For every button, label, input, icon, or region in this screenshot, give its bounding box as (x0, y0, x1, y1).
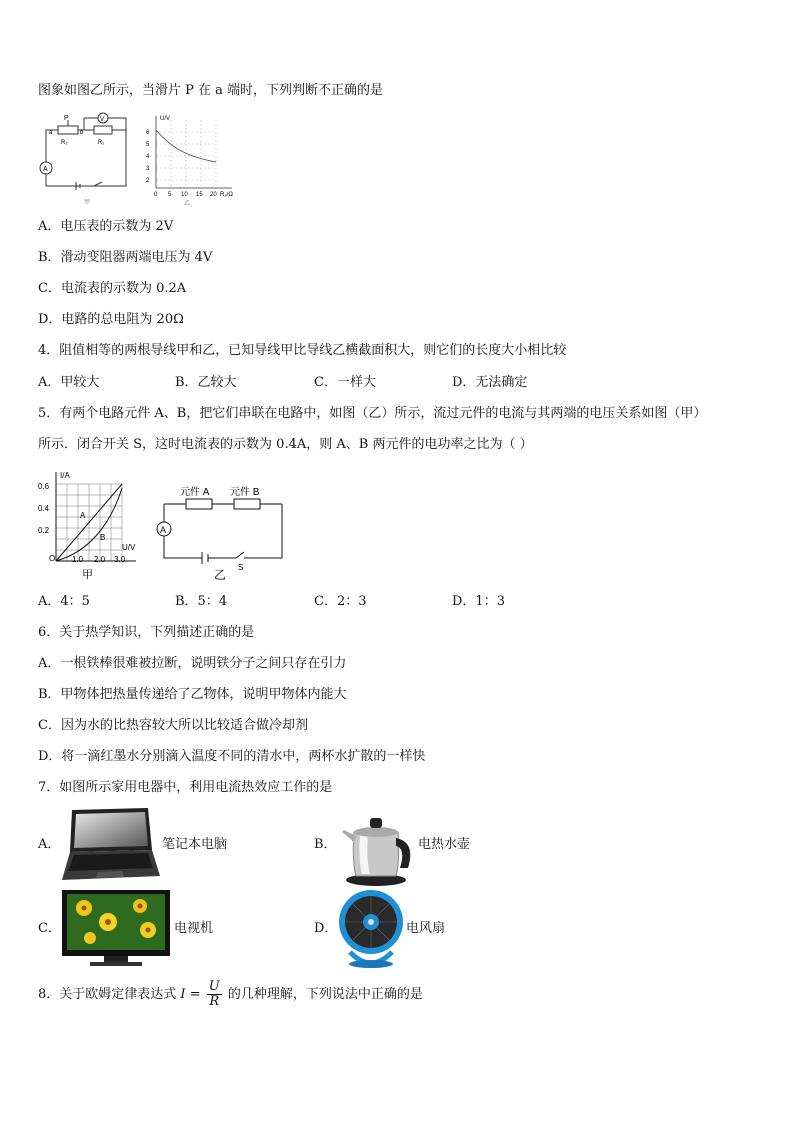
q5-xtick: 1.0 (72, 555, 84, 564)
q6-option-b[interactable]: B．甲物体把热量传递给了乙物体，说明甲物体内能大 (38, 687, 347, 702)
ammeter-label: A (43, 166, 48, 173)
q5-ytick: 0.2 (38, 526, 50, 535)
q4-option-a[interactable]: A．甲较大 (38, 375, 100, 390)
q3-xtick: 0 (154, 192, 158, 198)
q4-option-c[interactable]: C．一样大 (314, 375, 376, 390)
kettle-icon[interactable] (338, 802, 418, 888)
q6-option-a[interactable]: A．一根铁棒很难被拉断，说明铁分子之间只存在引力 (38, 656, 347, 671)
q5-option-a[interactable]: A．4：5 (38, 594, 90, 609)
q8-stem-post: 的几种理解，下列说法中正确的是 (227, 987, 423, 1002)
q5-caption-left: 甲 (82, 569, 93, 581)
element-b-label: 元件 B (230, 487, 260, 498)
q7-option-d-letter[interactable]: D． (314, 921, 338, 936)
q3-caption-left: 甲 (84, 200, 91, 206)
q7-option-b-letter[interactable]: B． (314, 837, 337, 852)
q5-stem-line1: 5．有两个电路元件 A、B，把它们串联在电路中，如图（乙）所示，流过元件的电流与其两端的电压关系如图（甲） (38, 406, 707, 421)
q4-option-b[interactable]: B．乙较大 (175, 375, 237, 390)
q3-ytick: 5 (146, 142, 150, 148)
q5-stem-line2: 所示．闭合开关 S，这时电流表的示数为 0.4A，则 A、B 两元件的电功率之比为（ ） (38, 437, 533, 452)
q5-figure (36, 466, 296, 584)
q3-graph-xlabel: R₂/Ω (220, 192, 233, 198)
q5-xtick: 2.0 (94, 555, 106, 564)
laptop-icon[interactable] (60, 806, 160, 886)
q7-stem: 7．如图所示家用电器中，利用电流热效应工作的是 (38, 780, 333, 795)
q3-option-d[interactable]: D．电路的总电阻为 20Ω (38, 312, 184, 327)
q7-option-b-label[interactable]: 电热水壶 (418, 837, 471, 852)
q3-option-b[interactable]: B．滑动变阻器两端电压为 4V (38, 250, 213, 265)
q6-option-c[interactable]: C．因为水的比热容较大所以比较适合做冷却剂 (38, 718, 308, 733)
q8-stem-pre: 8．关于欧姆定律表达式 (38, 987, 177, 1002)
q5-origin: O (49, 554, 56, 563)
q7-option-c-letter[interactable]: C． (38, 921, 61, 936)
q5-xtick: 3.0 (114, 555, 126, 564)
q6-stem: 6．关于热学知识，下列描述正确的是 (38, 625, 255, 640)
q3-label-r1: R₁ (98, 140, 105, 146)
ammeter-label: A (160, 525, 167, 535)
q3-graph-ylabel: U/V (160, 116, 171, 122)
q3-option-c[interactable]: C．电流表的示数为 0.2A (38, 281, 187, 296)
element-a-label: 元件 A (180, 487, 210, 498)
q5-ytick: 0.4 (38, 504, 50, 513)
q4-stem: 4．阻值相等的两根导线甲和乙，已知导线甲比导线乙横截面积大，则它们的长度大小相比较 (38, 343, 567, 358)
q3-xtick: 10 (181, 192, 188, 198)
voltmeter-label: V (100, 117, 105, 123)
q5-ytick: 0.6 (38, 482, 50, 491)
ohms-law-fraction (207, 980, 222, 1009)
curve-b-label: B (100, 533, 106, 542)
formula-numerator: U (208, 979, 220, 994)
formula-eq: = (189, 987, 201, 1002)
formula-lhs: I (180, 987, 186, 1002)
q3-label-p: P (64, 115, 69, 122)
q3-stem-tail: 图象如图乙所示，当滑片 P 在 a 端时，下列判断不正确的是 (38, 83, 384, 98)
q8-stem (38, 980, 423, 1010)
q3-figure (36, 112, 246, 208)
q3-xtick: 15 (196, 192, 203, 198)
q3-caption-right: 乙 (184, 201, 191, 207)
q3-label-r2: R₂ (61, 140, 68, 146)
q5-graph-xlabel: U/V (122, 543, 136, 552)
q3-ytick: 6 (146, 130, 150, 136)
q3-label-b: b (80, 130, 84, 136)
q5-option-b[interactable]: B．5：4 (175, 594, 228, 609)
q7-option-a-label[interactable]: 笔记本电脑 (162, 837, 228, 852)
q3-ytick: 2 (146, 178, 150, 184)
switch-label: S (238, 563, 244, 572)
q3-xtick: 5 (168, 192, 172, 198)
q7-option-c-label[interactable]: 电视机 (174, 921, 214, 936)
q3-label-a: a (49, 130, 53, 136)
q3-option-a[interactable]: A．电压表的示数为 2V (38, 219, 174, 234)
q6-option-d[interactable]: D．将一滴红墨水分别滴入温度不同的清水中，两杯水扩散的一样快 (38, 749, 426, 764)
q7-option-a-letter[interactable]: A． (38, 837, 61, 852)
q5-option-d[interactable]: D．1：3 (452, 594, 505, 609)
formula-denominator: R (209, 994, 220, 1009)
q5-option-c[interactable]: C．2：3 (314, 594, 367, 609)
q3-xtick: 20 (210, 192, 217, 198)
q5-graph-ylabel: I/A (60, 471, 70, 480)
q3-ytick: 3 (146, 166, 150, 172)
fan-icon[interactable] (336, 886, 406, 970)
tv-icon[interactable] (60, 888, 172, 968)
q7-option-d-label[interactable]: 电风扇 (406, 921, 446, 936)
curve-a-label: A (80, 511, 86, 520)
q3-ytick: 4 (146, 154, 150, 160)
q5-caption-right: 乙 (214, 568, 227, 582)
q4-option-d[interactable]: D．无法确定 (452, 375, 528, 390)
